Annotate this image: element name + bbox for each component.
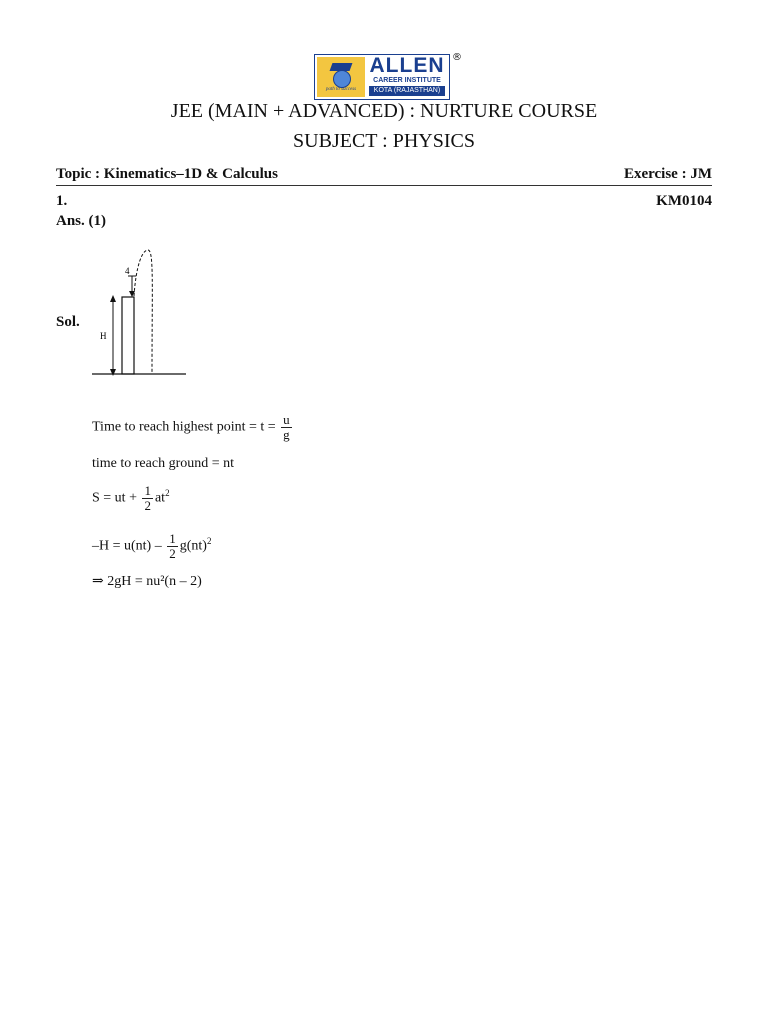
- topic-label: Topic : Kinematics–1D & Calculus: [56, 166, 278, 182]
- course-title: [0, 100, 768, 123]
- top-label: 4: [125, 266, 130, 276]
- logo-tagline: path to success: [325, 87, 357, 92]
- height-label: H: [100, 331, 107, 341]
- course-suffix: ) : NURTURE COURSE: [397, 100, 598, 122]
- solution-line-5: ⇒ 2gH = nu²(n – 2): [92, 574, 202, 589]
- fraction-half-2: [167, 532, 178, 561]
- frac-den: 2: [169, 546, 176, 561]
- emblem-icon: [317, 57, 365, 97]
- tower-rect: [122, 297, 134, 374]
- solution-line-3-pre: S = ut +: [92, 490, 137, 506]
- fraction-u-over-g: [281, 413, 292, 442]
- course-prefix: JEE (: [170, 100, 215, 122]
- question-number: 1.: [56, 193, 68, 209]
- solution-label: Sol.: [56, 314, 80, 330]
- solution-line-4-sup: 2: [206, 536, 212, 547]
- height-arrow-bottom: [110, 369, 116, 376]
- course-main: MAIN + ADVANCED: [214, 100, 398, 122]
- logo-brand: ALLEN: [369, 54, 445, 77]
- trajectory-dashed: [134, 250, 152, 374]
- frac-num: 1: [169, 531, 176, 546]
- header-divider: [56, 185, 712, 186]
- fraction-half-1: [142, 484, 153, 513]
- solution-line-4: [92, 532, 211, 561]
- solution-line-1-text: Time to reach highest point = t =: [92, 419, 276, 435]
- solution-line-4-post: g(nt): [179, 538, 207, 554]
- solution-line-3-sup: 2: [165, 488, 170, 499]
- solution-line-1: [92, 413, 294, 442]
- logo-line1: CAREER INSTITUTE: [373, 77, 441, 84]
- frac-den: g: [283, 427, 290, 442]
- question-code: KM0104: [656, 193, 712, 209]
- solution-line-3: [92, 484, 170, 513]
- frac-num: u: [283, 412, 290, 427]
- height-arrow-top: [110, 295, 116, 302]
- answer-label: Ans. (1): [56, 213, 107, 229]
- tower-diagram: [86, 246, 196, 381]
- frac-den: 2: [144, 498, 151, 513]
- logo-line2: KOTA (RAJASTHAN): [369, 86, 445, 96]
- registered-mark: ®: [452, 52, 462, 63]
- solution-line-4-pre: –H = u(nt) –: [92, 538, 162, 554]
- allen-logo: [314, 54, 450, 100]
- exercise-label: Exercise : JM: [623, 166, 712, 182]
- solution-line-3-post: at: [154, 490, 166, 506]
- globe-icon: [333, 70, 351, 88]
- solution-line-2: time to reach ground = nt: [92, 456, 235, 471]
- frac-num: 1: [144, 483, 151, 498]
- subject-title: SUBJECT : PHYSICS: [293, 130, 475, 152]
